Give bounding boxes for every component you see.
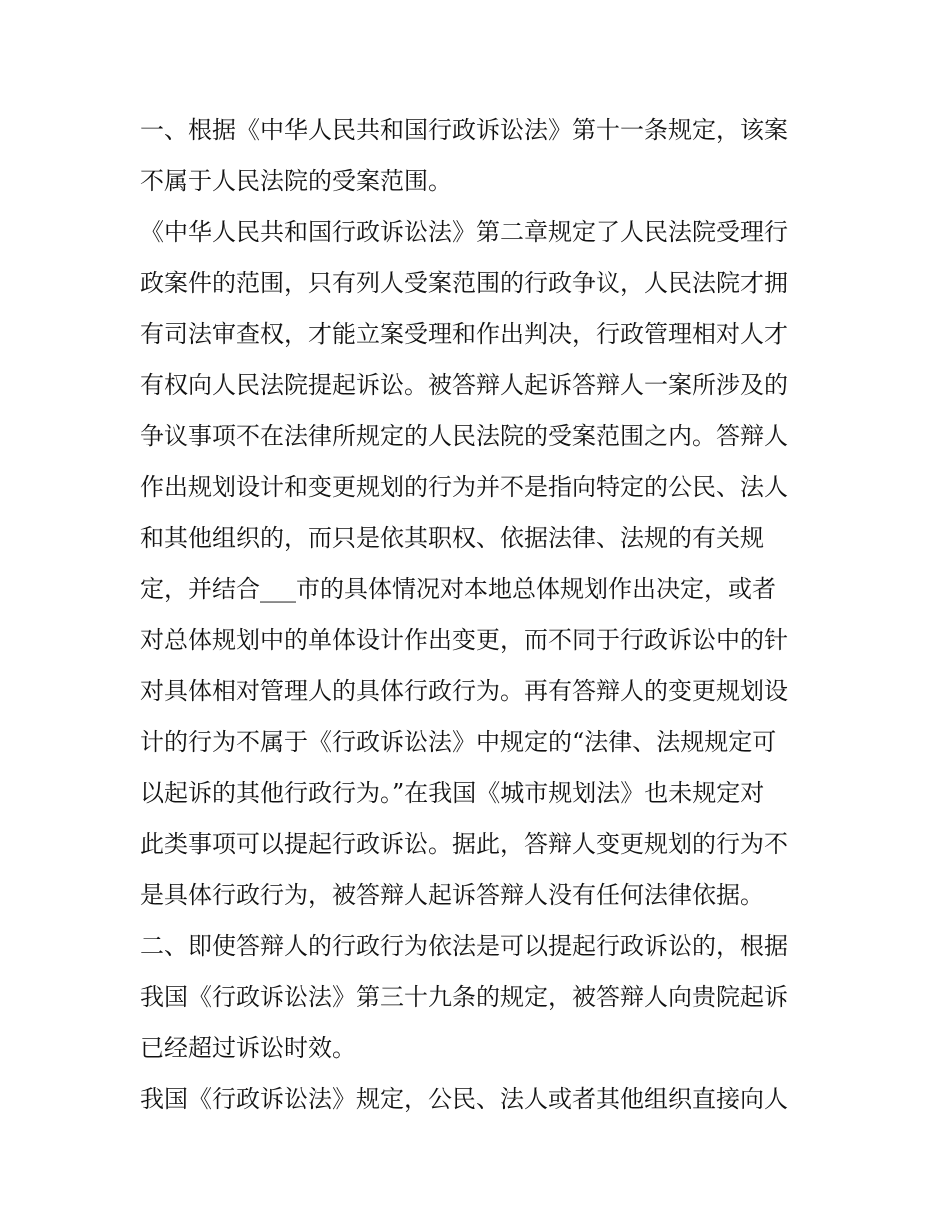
text-line: 计的行为不属于《行政诉讼法》中规定的“法律、法规规定可 (140, 728, 777, 756)
text-line: 有权向人民法院提起诉讼。被答辩人起诉答辩人一案所涉及的 (140, 371, 788, 399)
text-line: 我国《行政诉讼法》规定，公民、法人或者其他组织直接向人 (140, 1085, 788, 1113)
text-line: 我国《行政诉讼法》第三十九条的规定，被答辩人向贵院起诉 (140, 983, 788, 1011)
text-line: 以起诉的其他行政行为。”在我国《城市规划法》也未规定对 (140, 779, 765, 807)
text-line: 已经超过诉讼时效。 (140, 1034, 356, 1062)
text-line: 政案件的范围，只有列人受案范围的行政争议，人民法院才拥 (140, 269, 788, 297)
text-line: 《中华人民共和国行政诉讼法》第二章规定了人民法院受理行 (140, 218, 788, 246)
text-line: 争议事项不在法律所规定的人民法院的受案范围之内。答辩人 (140, 422, 788, 450)
text-line: 不属于人民法院的受案范围。 (140, 167, 452, 195)
text-line: 对总体规划中的单体设计作出变更，而不同于行政诉讼中的针 (140, 626, 788, 654)
text-line: 作出规划设计和变更规划的行为并不是指向特定的公民、法人 (140, 473, 788, 501)
text-line: 此类事项可以提起行政诉讼。据此，答辩人变更规划的行为不 (140, 830, 788, 858)
text-line: 二、即使答辩人的行政行为依法是可以提起行政诉讼的，根据 (140, 932, 788, 960)
text-line: 定，并结合___市的具体情况对本地总体规划作出决定，或者 (140, 575, 776, 603)
text-line: 有司法审查权，才能立案受理和作出判决，行政管理相对人才 (140, 320, 788, 348)
text-line: 对具体相对管理人的具体行政行为。再有答辩人的变更规划设 (140, 677, 788, 705)
document-body (140, 105, 820, 1125)
text-line: 和其他组织的，而只是依其职权、依据法律、法规的有关规 (140, 524, 764, 552)
text-line: 是具体行政行为，被答辩人起诉答辩人没有任何法律依据。 (140, 881, 764, 909)
text-line: 一、根据《中华人民共和国行政诉讼法》第十一条规定，该案 (140, 116, 788, 144)
